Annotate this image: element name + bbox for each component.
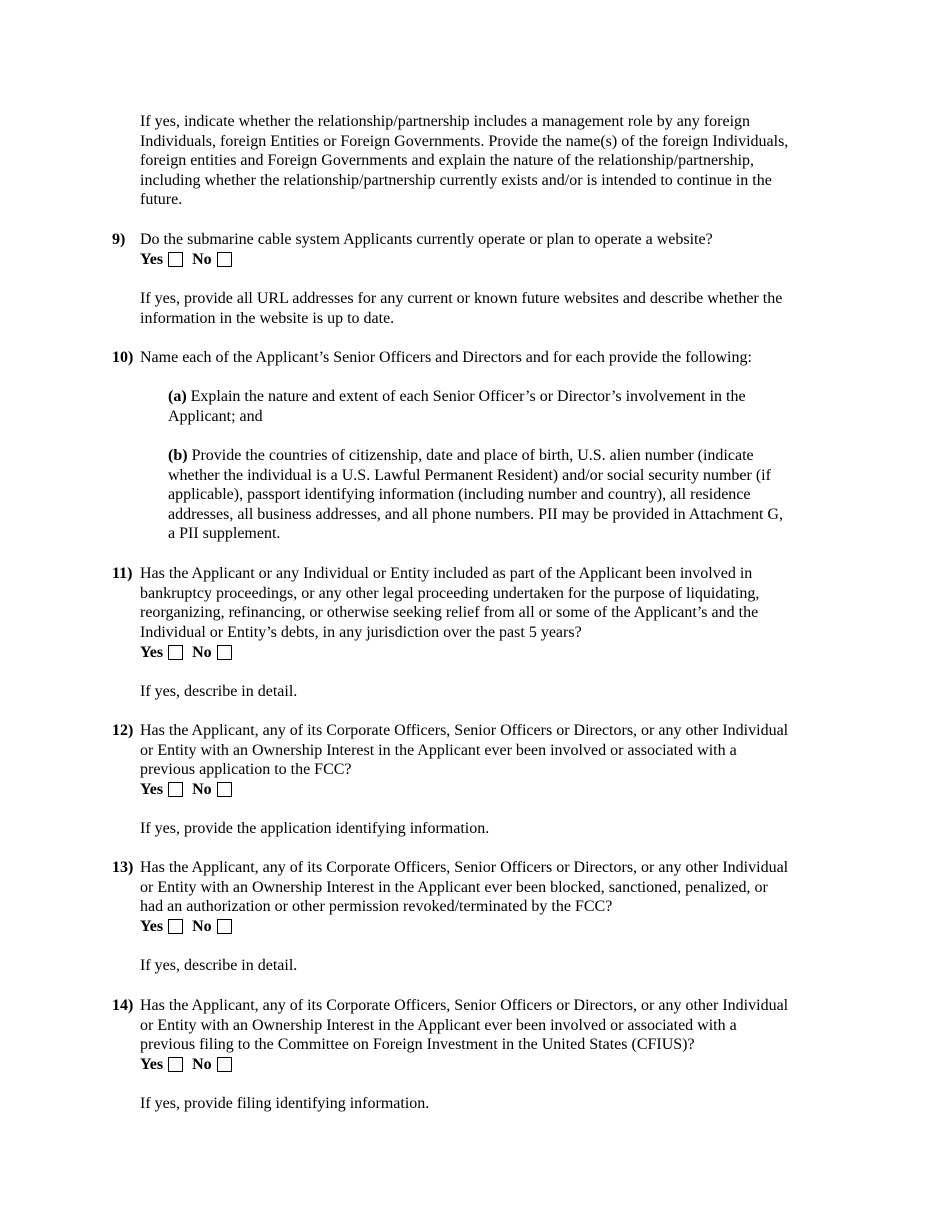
question-10-item-b: [168, 446, 840, 544]
question-10-text: [140, 348, 840, 368]
item-a-label: (a): [168, 388, 187, 405]
question-14-line: or Entity with an Ownership Interest in the Applicant ever been involved or associated with a: [140, 1016, 737, 1034]
question-12-followup-line: If yes, provide the application identifying information.: [140, 820, 490, 837]
yes-label: Yes: [140, 781, 164, 798]
intro-line: If yes, indicate whether the relationship/partnership includes a management role by any foreign: [140, 113, 751, 130]
question-9-answer: [140, 250, 241, 270]
yes-label: Yes: [140, 918, 164, 935]
question-10-item-b-line: [168, 446, 840, 466]
question-13-followup: [140, 956, 840, 976]
question-13-line: Has the Applicant, any of its Corporate Officers, Senior Officers or Directors, or any other Individual: [140, 859, 789, 876]
yes-label: Yes: [140, 644, 164, 661]
intro-paragraph: [140, 112, 840, 210]
yes-label: Yes: [140, 251, 164, 268]
item-b-label: (b): [168, 447, 188, 464]
question-11-line: Individual or Entity’s debts, in any jurisdiction over the past 5 years?: [140, 623, 582, 641]
question-9-followup: [140, 289, 840, 328]
question-12-text: [140, 721, 840, 780]
intro-line: foreign entities and Foreign Governments and explain the nature of the relationship/partnership,: [140, 152, 755, 170]
question-11-number: 11): [112, 565, 133, 582]
question-10-item-b-line: a PII supplement.: [168, 525, 281, 543]
question-14-followup-line: If yes, provide filing identifying information.: [140, 1095, 430, 1112]
question-11-line: reorganizing, refinancing, or otherwise seeking relief from all or some of the Applicant’s and the: [140, 604, 759, 622]
question-13-text: [140, 858, 840, 917]
question-11-followup: [140, 682, 840, 702]
question-12-line: or Entity with an Ownership Interest in the Applicant ever been involved or associated with a: [140, 741, 737, 759]
question-10-item-a: [168, 387, 840, 426]
question-10-item-b-line: whether the individual is a U.S. Lawful Permanent Resident) and/or social security number (if: [168, 466, 771, 484]
question-10-number: 10): [112, 349, 134, 366]
question-14-line: previous filing to the Committee on Foreign Investment in the United States (CFIUS)?: [140, 1036, 695, 1054]
no-label: No: [192, 251, 212, 268]
question-12-line: previous application to the FCC?: [140, 761, 352, 779]
question-13-answer: [140, 917, 241, 937]
question-13-number: 13): [112, 859, 134, 876]
question-10-item-b-line: addresses, all business addresses, and all phone numbers. PII may be provided in Attachment G,: [168, 505, 783, 523]
question-10-item-a-line: [168, 387, 840, 407]
no-label: No: [192, 1056, 212, 1073]
question-12-line: Has the Applicant, any of its Corporate Officers, Senior Officers or Directors, or any other Individual: [140, 722, 789, 739]
question-13-yes-checkbox[interactable]: [168, 919, 183, 934]
intro-line: Individuals, foreign Entities or Foreign Governments. Provide the name(s) of the foreign Individuals,: [140, 132, 789, 150]
question-12-answer: [140, 780, 241, 800]
question-13-no-checkbox[interactable]: [217, 919, 232, 934]
question-11-line: Has the Applicant or any Individual or Entity included as part of the Applicant been involved in: [140, 565, 753, 582]
question-11-line: bankruptcy proceedings, or any other legal proceeding undertaken for the purpose of liquidating,: [140, 584, 760, 602]
yes-label: Yes: [140, 1056, 164, 1073]
question-13-line: had an authorization or other permission revoked/terminated by the FCC?: [140, 898, 613, 916]
question-11-text: [140, 564, 840, 642]
question-12-no-checkbox[interactable]: [217, 782, 232, 797]
question-11-yes-checkbox[interactable]: [168, 645, 183, 660]
question-13-followup-line: If yes, describe in detail.: [140, 957, 298, 974]
intro-line: including whether the relationship/partnership currently exists and/or is intended to continue in the: [140, 171, 772, 189]
question-12-followup: [140, 819, 840, 839]
item-b-text: Provide the countries of citizenship, date and place of birth, U.S. alien number (indicate: [187, 447, 754, 464]
question-14-no-checkbox[interactable]: [217, 1057, 232, 1072]
question-12-yes-checkbox[interactable]: [168, 782, 183, 797]
item-a-text: Explain the nature and extent of each Senior Officer’s or Director’s involvement in the: [186, 388, 746, 405]
question-9-text: [140, 230, 840, 250]
question-14-number: 14): [112, 997, 134, 1014]
question-12-number: 12): [112, 722, 134, 739]
question-9-line: Do the submarine cable system Applicants currently operate or plan to operate a website?: [140, 231, 713, 248]
intro-line: future.: [140, 191, 183, 209]
question-10-line: Name each of the Applicant’s Senior Officers and Directors and for each provide the following:: [140, 349, 752, 366]
question-11-answer: [140, 643, 241, 663]
question-10-item-b-line: applicable), passport identifying information (including number and country), all residence: [168, 486, 751, 504]
question-14-yes-checkbox[interactable]: [168, 1057, 183, 1072]
question-14-text: [140, 996, 840, 1055]
question-10-item-a-line: Applicant; and: [168, 407, 263, 425]
question-9-followup-line: information in the website is up to date.: [140, 309, 395, 327]
question-13-line: or Entity with an Ownership Interest in the Applicant ever been blocked, sanctioned, penalized, or: [140, 878, 768, 896]
question-9-yes-checkbox[interactable]: [168, 252, 183, 267]
question-9-number: 9): [112, 231, 126, 248]
no-label: No: [192, 644, 212, 661]
question-9-followup-line: If yes, provide all URL addresses for any current or known future websites and describe whether the: [140, 290, 783, 307]
question-14-line: Has the Applicant, any of its Corporate Officers, Senior Officers or Directors, or any other Individual: [140, 997, 789, 1014]
no-label: No: [192, 918, 212, 935]
question-11-followup-line: If yes, describe in detail.: [140, 683, 298, 700]
question-14-followup: [140, 1094, 840, 1114]
question-11-no-checkbox[interactable]: [217, 645, 232, 660]
question-9-no-checkbox[interactable]: [217, 252, 232, 267]
no-label: No: [192, 781, 212, 798]
question-14-answer: [140, 1055, 241, 1075]
